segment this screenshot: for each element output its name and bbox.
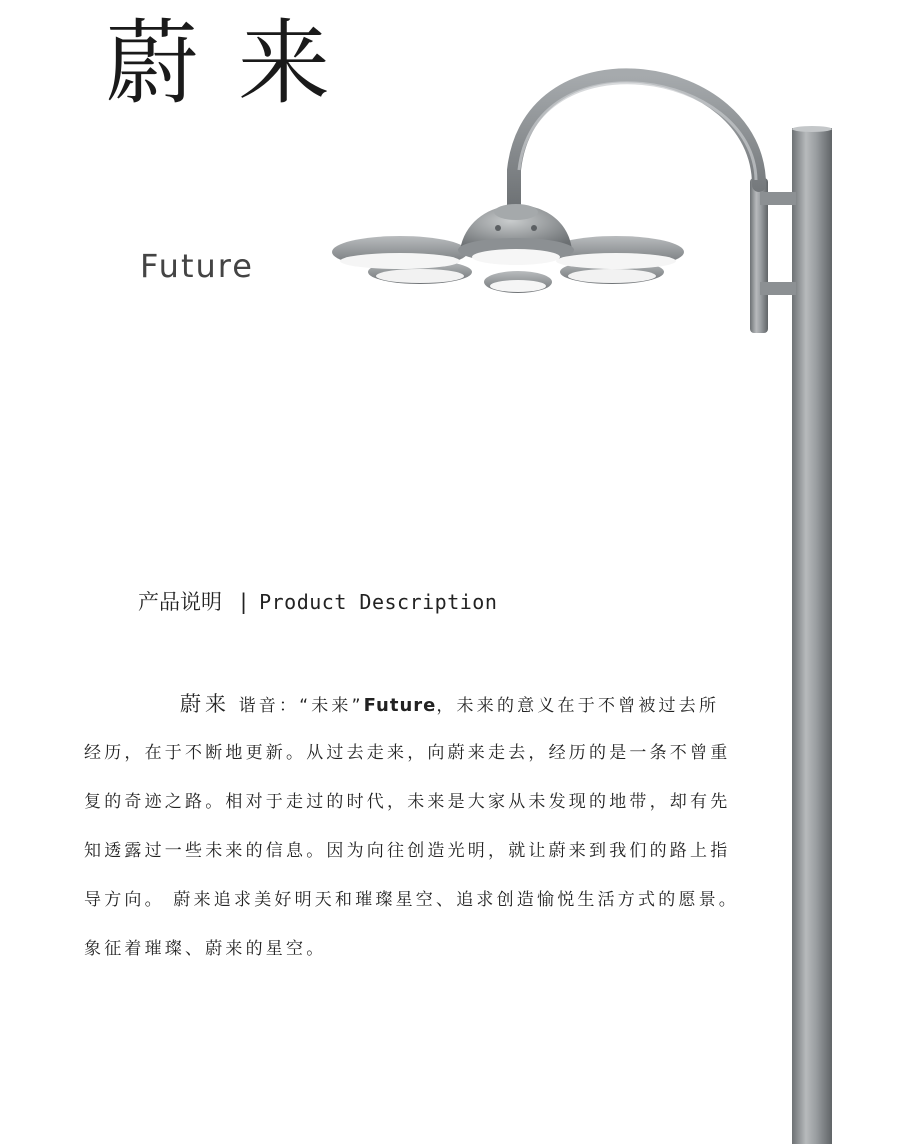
lamp-head: [332, 204, 684, 293]
lead-name: 蔚来: [180, 692, 230, 716]
lead-mid: 谐音：“未来”: [238, 696, 364, 716]
description-line-1: [84, 680, 784, 729]
line1-rest: ，未来的意义在于不曾被过去所: [436, 696, 720, 716]
description-line-2: 经历，在于不断地更新。从过去走来，向蔚来走去，经历的是一条不曾重: [84, 743, 731, 763]
description-line-6: 象征着璀璨、蔚来的星空。: [84, 939, 327, 959]
description-paragraph: [84, 680, 784, 974]
heading-en: Product Description: [259, 590, 498, 614]
description-line-4: 知透露过一些未来的信息。因为向往创造光明，就让蔚来到我们的路上指: [84, 841, 731, 861]
lamp-pole: [792, 126, 832, 1144]
page-title: 蔚来: [106, 10, 371, 117]
page-subtitle: Future: [140, 247, 254, 285]
lamp-bracket: [750, 178, 796, 333]
lamp-arm: [514, 75, 759, 215]
section-heading: [138, 592, 497, 613]
description-line-5: 导方向。 蔚来追求美好明天和璀璨星空、追求创造愉悦生活方式的愿景。: [84, 890, 740, 910]
description-line-3: 复的奇迹之路。相对于走过的时代，未来是大家从未发现的地带，却有先: [84, 792, 731, 812]
heading-cn: 产品说明: [138, 590, 222, 614]
street-lamp-illustration: [320, 30, 840, 1144]
lead-en: Future: [363, 695, 437, 716]
heading-separator: |: [240, 590, 248, 614]
